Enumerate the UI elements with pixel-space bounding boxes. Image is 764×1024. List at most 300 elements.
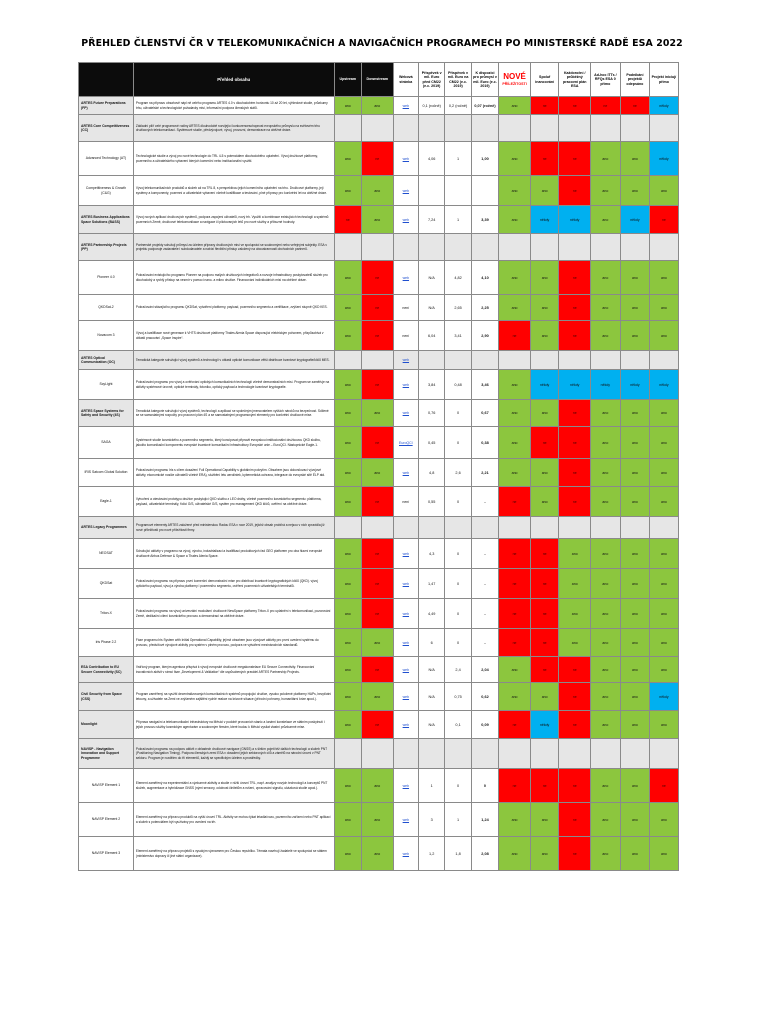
web-link[interactable]: web [402, 581, 410, 586]
downstream-cell: ne [361, 487, 393, 517]
workplan-cell: ne [559, 400, 591, 427]
web-cell [393, 97, 418, 115]
upstream-cell: ano [334, 769, 361, 803]
direct-project-cell: ano [650, 629, 679, 657]
new-opportunities-cell: ano [499, 370, 531, 400]
industry-available: 0,62 [471, 683, 498, 711]
contribution-before-cm22 [418, 115, 444, 142]
new-opportunities-cell: ne [499, 487, 531, 517]
program-name: ESA Contribution to EU Secure Connectivity (SC) [79, 657, 134, 683]
business-cell: ano [620, 459, 650, 487]
table-row [79, 176, 702, 206]
contribution-before-cm22: 0,45 [418, 427, 444, 459]
contribution-cm22 [445, 115, 471, 142]
web-cell [393, 115, 418, 142]
workplan-cell: ne [559, 769, 591, 803]
downstream-cell: ano [361, 400, 393, 427]
web-link[interactable]: web [402, 358, 410, 362]
table-row [79, 261, 702, 295]
contribution-before-cm22: 6 [418, 629, 444, 657]
web-link[interactable]: web [402, 470, 410, 475]
downstream-cell: ne [361, 142, 393, 176]
contribution-cm22: 0 [445, 427, 471, 459]
header-overview: Přehled obsahu [133, 63, 334, 97]
upstream-cell: ano [334, 370, 361, 400]
web-none-text: není [402, 305, 410, 310]
cofinancing-cell: ano [530, 837, 559, 871]
contribution-before-cm22 [418, 351, 444, 370]
contribution-before-cm22: 1,2 [418, 837, 444, 871]
upstream-cell [334, 351, 361, 370]
business-cell: někdy [620, 370, 650, 400]
cofinancing-cell: ne [530, 629, 559, 657]
business-cell: ano [620, 803, 650, 837]
new-opportunities-cell: ano [499, 261, 531, 295]
direct-project-cell: ano [650, 261, 679, 295]
industry-available: - [471, 599, 498, 629]
business-cell: ano [620, 711, 650, 739]
direct-project-cell: někdy [650, 97, 679, 115]
upstream-cell: ano [334, 400, 361, 427]
new-opportunities-cell: ne [499, 599, 531, 629]
direct-project-cell: někdy [650, 370, 679, 400]
industry-available: 3,46 [471, 370, 498, 400]
program-name: NEOSAT [79, 539, 134, 569]
program-name: NAVISP Element 1 [79, 769, 134, 803]
workplan-cell [559, 115, 591, 142]
contribution-before-cm22 [418, 739, 444, 769]
web-cell [393, 629, 418, 657]
adhoc-cell: ano [591, 657, 621, 683]
downstream-cell [361, 115, 393, 142]
table-row [79, 711, 702, 739]
new-opportunities-cell: ano [499, 97, 531, 115]
program-name: Moonlight [79, 711, 134, 739]
table-row [79, 803, 702, 837]
workplan-cell [559, 739, 591, 769]
header-adhoc: Ad-hoc ITTs / RFQs ESA 0 přímo [591, 63, 621, 97]
contribution-cm22: 0,75 [445, 683, 471, 711]
downstream-cell: ano [361, 97, 393, 115]
program-description: Element zaměřený na experimentální a výzkumné aktivity a studie v nižší úrovni TRL, např. analýzy nových technologií a konceptů PNT služeb, augmentace a hybridizace GNSS (nými senzory, odolnost činitelům a rušení, zpracování signálu, ukázková studie apod.). [133, 769, 334, 803]
workplan-cell: ne [559, 711, 591, 739]
workplan-cell: ne [559, 837, 591, 871]
web-link[interactable]: web [402, 611, 410, 616]
workplan-cell: ne [559, 176, 591, 206]
industry-available: 2,21 [471, 459, 498, 487]
web-cell [393, 711, 418, 739]
web-cell [393, 234, 418, 261]
downstream-cell: ano [361, 206, 393, 234]
contribution-before-cm22: 4,8 [418, 459, 444, 487]
business-cell: ano [620, 142, 650, 176]
industry-available: 2,90 [471, 321, 498, 351]
web-cell [393, 487, 418, 517]
workplan-cell: ne [559, 142, 591, 176]
header-industry: K dispozici pro průmysl v mil. Euro (e.c. 2019) [471, 63, 498, 97]
downstream-cell [361, 517, 393, 539]
new-opportunities-cell: ne [499, 769, 531, 803]
workplan-cell: ne [559, 803, 591, 837]
workplan-cell: ne [559, 261, 591, 295]
contribution-before-cm22: 1 [418, 769, 444, 803]
industry-available: 0,09 [471, 711, 498, 739]
industry-available [471, 739, 498, 769]
cofinancing-cell: ano [530, 459, 559, 487]
adhoc-cell [591, 115, 621, 142]
direct-project-cell: ano [650, 569, 679, 599]
program-description: Fáze programu Iris System with Initial Operational Capability, jejímž obsahem jsou vývojové aktivity pro první uvedení systému do provozu, předsíťové vývojové aktivity pro systém v plném provozu, podpora ve vytváření mezinárodních standardů. [133, 629, 334, 657]
workplan-cell: ne [559, 487, 591, 517]
direct-project-cell: ano [650, 427, 679, 459]
table-row [79, 629, 702, 657]
adhoc-cell [591, 517, 621, 539]
contribution-cm22 [445, 517, 471, 539]
contribution-before-cm22: 6,04 [418, 321, 444, 351]
header-workplan: Každoroční / průběžný pracovní plán ESA [559, 63, 591, 97]
web-link[interactable]: web [402, 640, 410, 645]
new-opportunities-cell: ne [499, 629, 531, 657]
new-opportunities-cell: ano [499, 657, 531, 683]
web-link[interactable]: web [402, 188, 410, 193]
direct-project-cell: ano [650, 295, 679, 321]
cofinancing-cell: ne [530, 142, 559, 176]
table-row [79, 351, 702, 370]
program-name: Civil Security from Space (CSS) [79, 683, 134, 711]
adhoc-cell: ano [591, 683, 621, 711]
contribution-cm22: 3,41 [445, 321, 471, 351]
direct-project-cell [650, 739, 679, 769]
program-name: ARTES Legacy Programmes [79, 517, 134, 539]
adhoc-cell: někdy [591, 370, 621, 400]
new-opportunities-cell: ano [499, 206, 531, 234]
downstream-cell: ne [361, 427, 393, 459]
business-cell [620, 115, 650, 142]
contribution-before-cm22: 0,55 [418, 487, 444, 517]
cofinancing-cell: ne [530, 427, 559, 459]
adhoc-cell: ano [591, 176, 621, 206]
workplan-cell: ne [559, 321, 591, 351]
upstream-cell: ano [334, 837, 361, 871]
direct-project-cell: ano [650, 711, 679, 739]
program-name: Triton-X [79, 599, 134, 629]
web-cell [393, 400, 418, 427]
industry-available: 2,08 [471, 837, 498, 871]
cofinancing-cell: ne [530, 97, 559, 115]
direct-project-cell [650, 351, 679, 370]
contribution-before-cm22: N/A [418, 657, 444, 683]
direct-project-cell: ano [650, 837, 679, 871]
web-cell [393, 599, 418, 629]
web-link[interactable]: EuroQCI [399, 440, 413, 445]
business-cell: ano [620, 769, 650, 803]
program-name: Eagle-1 [79, 487, 134, 517]
workplan-cell: ne [559, 459, 591, 487]
upstream-cell: ano [334, 629, 361, 657]
contribution-cm22: 0 [445, 400, 471, 427]
industry-available: 1,24 [471, 803, 498, 837]
industry-available [471, 517, 498, 539]
web-link[interactable]: web [402, 667, 410, 672]
page-title: PŘEHLED ČLENSTVÍ ČR V TELEKOMUNIKAČNÍCH A NAVIGAČNÍCH PROGRAMECH PO MINISTERSKÉ RADĚ ESA 2022 [81, 38, 683, 49]
web-link[interactable]: web [402, 382, 410, 387]
contribution-before-cm22: N/A [418, 683, 444, 711]
contribution-before-cm22: N/A [418, 261, 444, 295]
cofinancing-cell: ne [530, 657, 559, 683]
web-link[interactable]: web [402, 551, 410, 556]
web-cell [393, 657, 418, 683]
program-name: ARTES Future Preparations (FP) [79, 97, 134, 115]
new-opportunities-cell: ano [499, 295, 531, 321]
header-cofinancing: Spoluf inancování [530, 63, 559, 97]
program-description: Příprava navigační a telekomunikační infrastruktury na Měsíci v podobě provozních stanic a lunární konstelace ve státním poskytnutí i jejich provozu služby kosmickým agenturám a soukromým firmám, které budou k Měsíci vysílat vlastní průzkumné mise. [133, 711, 334, 739]
business-cell: ano [620, 487, 650, 517]
web-cell [393, 459, 418, 487]
business-cell [620, 517, 650, 539]
industry-available: 0 [471, 769, 498, 803]
header-upstream: Upstream [334, 63, 361, 97]
business-cell: ano [620, 599, 650, 629]
contribution-cm22 [445, 176, 471, 206]
contribution-before-cm22: 1,47 [418, 569, 444, 599]
cofinancing-cell: ne [530, 769, 559, 803]
program-name: QKDSat [79, 569, 134, 599]
web-none-text: není [402, 333, 410, 338]
downstream-cell: ne [361, 261, 393, 295]
contribution-before-cm22: 3 [418, 803, 444, 837]
web-link[interactable]: web [402, 217, 410, 222]
business-cell: ano [620, 321, 650, 351]
contribution-cm22: 1 [445, 206, 471, 234]
cofinancing-cell [530, 517, 559, 539]
contribution-cm22: 0,2 (ročně) [445, 97, 471, 115]
business-cell [620, 739, 650, 769]
program-description: Pokračování stávajícího programu QKDSat, vytváření platformy, payload, pozemního segmentu a certifikace, zvýšení stupně QKD KES. [133, 295, 334, 321]
contribution-cm22: 2,4 [445, 657, 471, 683]
cofinancing-cell: někdy [530, 206, 559, 234]
nove-label: NOVÉ [503, 72, 526, 82]
business-cell: ano [620, 657, 650, 683]
new-opportunities-cell [499, 517, 531, 539]
table-row [79, 769, 702, 803]
direct-project-cell: ano [650, 459, 679, 487]
cofinancing-cell: ano [530, 487, 559, 517]
business-cell: někdy [620, 206, 650, 234]
upstream-cell: ano [334, 711, 361, 739]
table-row [79, 234, 702, 261]
new-opportunities-cell: ne [499, 569, 531, 599]
contribution-before-cm22: 7,24 [418, 206, 444, 234]
direct-project-cell [650, 517, 679, 539]
contribution-before-cm22 [418, 517, 444, 539]
downstream-cell: ne [361, 321, 393, 351]
contribution-cm22: 1 [445, 803, 471, 837]
web-link[interactable]: web [402, 275, 410, 280]
contribution-before-cm22: 0,76 [418, 400, 444, 427]
upstream-cell: ano [334, 539, 361, 569]
table-row [79, 427, 702, 459]
upstream-cell: ano [334, 683, 361, 711]
new-opportunities-cell: ano [499, 683, 531, 711]
web-link[interactable]: web [402, 851, 410, 856]
downstream-cell: ne [361, 569, 393, 599]
program-description: Programové elementy ARTES založené před ministerskou Radou ESA v roce 2019, jejichž obsah probíhá a nejsou v nich zpravidla již nové příležitosti pro nové příležitosti firmy. [133, 517, 334, 539]
membership-table [78, 62, 702, 871]
new-opportunities-cell: ano [499, 142, 531, 176]
downstream-cell: ne [361, 711, 393, 739]
web-link[interactable]: web [402, 156, 410, 161]
direct-project-cell [650, 115, 679, 142]
industry-available [471, 234, 498, 261]
adhoc-cell: ano [591, 539, 621, 569]
upstream-cell: ano [334, 803, 361, 837]
new-opportunities-cell [499, 351, 531, 370]
program-name: IRIS Satcom Global Solution [79, 459, 134, 487]
program-description: Vývoj telekomunikačních produktů a služeb až na TRL 8, s perspektivou jejich komerčního uplatnění na trhu. Družicové platformy, její systémy a komponenty, pozemní a uživatelské vybavení včetně kvalifikace a testování, plné přípravy pro konkrétní let na oběžné dráze. [133, 176, 334, 206]
table-row [79, 599, 702, 629]
upstream-cell: ano [334, 487, 361, 517]
downstream-cell: ne [361, 657, 393, 683]
direct-project-cell: někdy [650, 683, 679, 711]
upstream-cell: ano [334, 295, 361, 321]
adhoc-cell: ano [591, 569, 621, 599]
industry-available: - [471, 569, 498, 599]
new-opportunities-cell: ano [499, 176, 531, 206]
new-opportunities-cell [499, 739, 531, 769]
web-cell [393, 321, 418, 351]
program-name: NAVISP - Navigation Innovation and Support Programme [79, 739, 134, 769]
new-opportunities-cell [499, 115, 531, 142]
cofinancing-cell: ano [530, 321, 559, 351]
downstream-cell: ano [361, 459, 393, 487]
web-cell [393, 176, 418, 206]
workplan-cell [559, 351, 591, 370]
industry-available: 4,10 [471, 261, 498, 295]
program-description: Vývoj nových aplikací družicových systémů, podpora zapojení uživatelů, nový trh. Využití a kombinace existujících technologií a systémů pozemních Země, družicové telekomunikace a navigace či pilotovaných letů pro nové služby a příbuzné hodnoty. [133, 206, 334, 234]
header-web: Webová stránka [393, 63, 418, 97]
program-description: Systémové studie kosmického a pozemního segmentu, který koncipovat připravit evropskou institucionální družicovou QKD službu, jakožto komunikační komponentu evropské kvantové komunikační infrastruktury Evropské unie – EuroQCI. Nástupnické Eagle-1. [133, 427, 334, 459]
contribution-cm22: 0 [445, 539, 471, 569]
web-cell [393, 769, 418, 803]
downstream-cell: ano [361, 837, 393, 871]
program-name: NAVISP Element 3 [79, 837, 134, 871]
cofinancing-cell: ano [530, 803, 559, 837]
industry-available [471, 176, 498, 206]
header-cm22: Příspěvek v mil. Euro na CM22 (e.c. 2019) [445, 63, 471, 97]
contribution-before-cm22: 3,84 [418, 370, 444, 400]
direct-project-cell: ano [650, 657, 679, 683]
contribution-cm22: 2,65 [445, 295, 471, 321]
upstream-cell: ano [334, 176, 361, 206]
new-opportunities-cell: ano [499, 803, 531, 837]
table-row [79, 739, 702, 769]
table-row [79, 539, 702, 569]
header-business: Podnikání projektů odepsáno [620, 63, 650, 97]
industry-available [471, 115, 498, 142]
web-cell [393, 206, 418, 234]
web-link[interactable]: web [402, 722, 410, 727]
web-cell [393, 370, 418, 400]
contribution-before-cm22 [418, 234, 444, 261]
cofinancing-cell: ne [530, 599, 559, 629]
new-opportunities-cell: ne [499, 539, 531, 569]
industry-available: - [471, 487, 498, 517]
program-description: Pokračování programu pro vývoj a ověřování optických komunikačních technologií včetně demonstračních misí. Program se zaměřuje na aktivity systémové úrovně, optické terminály, fotoniku, optický payload a technologie kvantové kryptografie. [133, 370, 334, 400]
industry-available: 3,39 [471, 206, 498, 234]
upstream-cell: ano [334, 261, 361, 295]
table-row [79, 142, 702, 176]
business-cell: ano [620, 295, 650, 321]
direct-project-cell: ano [650, 321, 679, 351]
program-description: Pokračování programu na přípravu první komerční demonstrační mise pro distribuci kvantově kryptografických klíčů (QKD). vývoj optického payload, vývoj a výroba platformy i pozemního segmentu, ověření pozemních uživatelských terminálů. [133, 569, 334, 599]
downstream-cell [361, 351, 393, 370]
new-opportunities-cell: ano [499, 837, 531, 871]
program-name: Novacom 3 [79, 321, 134, 351]
contribution-cm22: 1 [445, 142, 471, 176]
adhoc-cell: ano [591, 261, 621, 295]
table-row [79, 295, 702, 321]
workplan-cell: někdy [559, 370, 591, 400]
adhoc-cell: ano [591, 206, 621, 234]
contribution-cm22: 0 [445, 569, 471, 599]
header-cm22-before: Příspěvek v mil. Euro před CM22 (e.c. 2019) [418, 63, 444, 97]
cofinancing-cell: ne [530, 539, 559, 569]
table-row [79, 517, 702, 539]
program-description: Tematická kategorie sdružující vývoj systémů a technologií v oblasti optické komunikace větší distribuce kvantové kryptografie/klíčů MES. [133, 351, 334, 370]
web-link[interactable]: web [402, 817, 410, 822]
adhoc-cell: ano [591, 711, 621, 739]
web-link[interactable]: web [402, 783, 410, 788]
program-description: Program zaměřený na využití decentralizovaných komunikačních systémů propojující družice, vysoko položené platformy HAPs, bezpilotní letouny, a uživatele na Zemi ve zvýšeném zajištění rychlé reakce na krizové situace (přírodní pohromy, humanitární krize apod.). [133, 683, 334, 711]
web-cell [393, 683, 418, 711]
upstream-cell [334, 517, 361, 539]
industry-available: 1,00 [471, 142, 498, 176]
cofinancing-cell: ano [530, 683, 559, 711]
web-link[interactable]: web [402, 411, 410, 415]
web-link[interactable]: web [402, 103, 410, 108]
web-cell [393, 739, 418, 769]
web-cell [393, 803, 418, 837]
web-link[interactable]: web [402, 694, 410, 699]
contribution-cm22: 0 [445, 487, 471, 517]
workplan-cell: ano [559, 539, 591, 569]
contribution-cm22: 0,1 [445, 711, 471, 739]
table-row [79, 206, 702, 234]
table-row [79, 97, 702, 115]
web-cell [393, 427, 418, 459]
cofinancing-cell [530, 234, 559, 261]
new-opportunities-cell: ano [499, 459, 531, 487]
business-cell: ano [620, 569, 650, 599]
business-cell: ano [620, 837, 650, 871]
workplan-cell [559, 234, 591, 261]
direct-project-cell: někdy [650, 142, 679, 176]
workplan-cell: ne [559, 427, 591, 459]
program-description: Pokračování programu na podporu aktivit v oblastech družicové navigace (GNSS) a s širším pojetí též dalších technologií a služeb PNT (Positioning Navigation Timing). Podpora členských zemí ESA v dosažení jejich sektorových cílů a zámělů na národní úrovni v PNT sektoru. Program je rozdělen do tří elementů, každý se specifickým účelem a prostředky. [133, 739, 334, 769]
program-description: Sdružující aktivity v programu na vývoj, výrobu, industrializaci a kvalifikaci produktových řad GEO platforem pro oba hlavní evropské družicové Airbus Defence & Space a Thales Alenia Space. [133, 539, 334, 569]
program-name: ScyLight [79, 370, 134, 400]
web-none-text: není [402, 499, 410, 504]
adhoc-cell: ano [591, 295, 621, 321]
direct-project-cell: ano [650, 400, 679, 427]
new-opportunities-cell: ne [499, 711, 531, 739]
adhoc-cell: ne [591, 97, 621, 115]
contribution-before-cm22: N/A [418, 295, 444, 321]
direct-project-cell: ne [650, 769, 679, 803]
contribution-before-cm22: N/A [418, 711, 444, 739]
workplan-cell: ne [559, 295, 591, 321]
web-cell [393, 539, 418, 569]
